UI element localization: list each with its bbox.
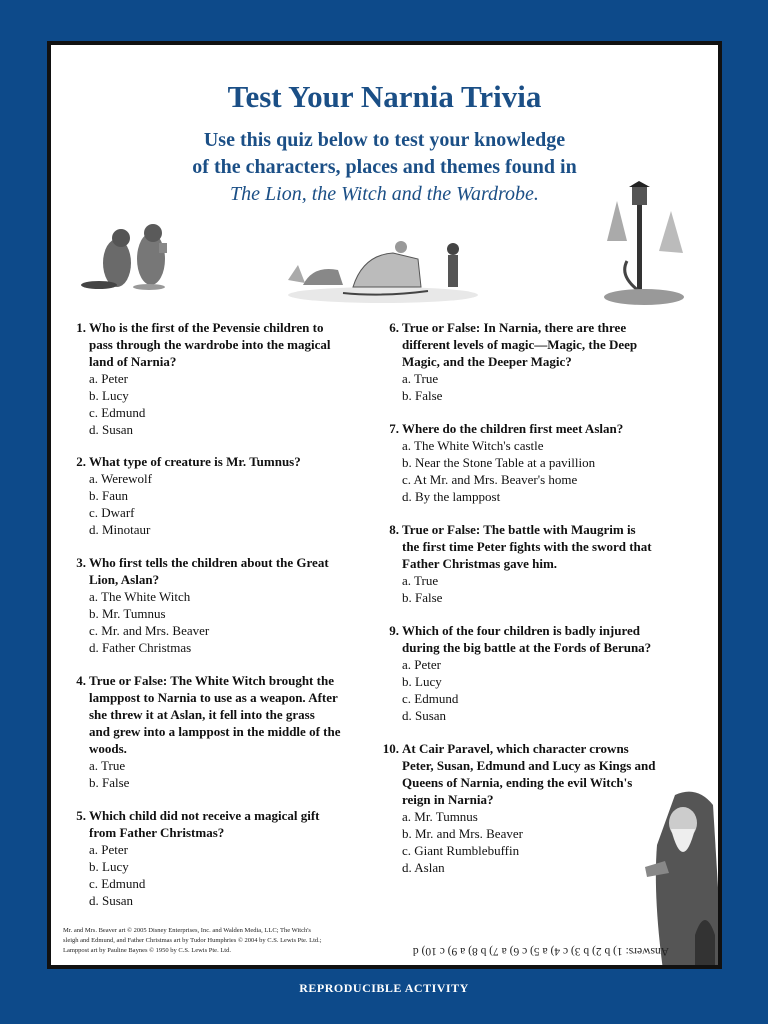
question-text: Queens of Narnia, ending the evil Witch's bbox=[402, 775, 633, 790]
answer-option: b. Mr. Tumnus bbox=[89, 606, 166, 621]
question-number: 2. bbox=[76, 454, 86, 469]
answer-option: b. False bbox=[402, 388, 443, 403]
answer-option: c. Edmund bbox=[89, 405, 146, 420]
question-text: reign in Narnia? bbox=[402, 792, 494, 807]
question-number: 5. bbox=[76, 808, 86, 823]
question-number: 1. bbox=[76, 320, 86, 335]
question-text: and grew into a lamppost in the middle of the bbox=[89, 724, 341, 739]
answer-option: c. Edmund bbox=[89, 876, 146, 891]
question-text: True or False: In Narnia, there are three bbox=[402, 320, 627, 335]
question-text: different levels of magic—Magic, the Deep bbox=[402, 337, 638, 352]
answer-option: b. False bbox=[402, 590, 443, 605]
question-2 bbox=[68, 453, 388, 538]
question-number: 3. bbox=[76, 555, 86, 570]
question-5 bbox=[68, 807, 388, 909]
question-6 bbox=[381, 319, 701, 404]
question-text: Lion, Aslan? bbox=[89, 572, 160, 587]
answer-option: a. Peter bbox=[89, 371, 128, 386]
question-4 bbox=[68, 672, 388, 791]
question-10 bbox=[381, 740, 701, 876]
question-1 bbox=[68, 319, 388, 438]
question-text: Father Christmas gave him. bbox=[402, 556, 558, 571]
answer-option: d. Susan bbox=[402, 708, 447, 723]
subtitle-line-2: of the characters, places and themes found in bbox=[192, 156, 577, 178]
question-text: she threw it at Aslan, it fell into the grass bbox=[89, 707, 315, 722]
answer-option: c. Mr. and Mrs. Beaver bbox=[89, 623, 210, 638]
question-text: What type of creature is Mr. Tumnus? bbox=[89, 454, 301, 469]
question-number: 6. bbox=[389, 320, 399, 335]
question-8 bbox=[381, 521, 701, 606]
answer-option: b. Near the Stone Table at a pavillion bbox=[402, 455, 596, 470]
answer-option: a. True bbox=[402, 573, 439, 588]
answer-option: d. Minotaur bbox=[89, 522, 151, 537]
answer-option: b. Lucy bbox=[402, 674, 442, 689]
page-title: Test Your Narnia Trivia bbox=[227, 79, 542, 114]
question-number: 8. bbox=[389, 522, 399, 537]
answer-key: Answers: 1) b 2) b 3) c 4) a 5) c 6) a 7) b 8) a 9) c 10) d bbox=[412, 945, 669, 957]
answer-option: a. The White Witch bbox=[89, 589, 191, 604]
answer-option: a. True bbox=[89, 758, 126, 773]
credit-line: sleigh and Edmund, and Father Christmas art by Tudor Humphries © 2004 by C.S. Lewis Pte. Ltd.; bbox=[63, 937, 322, 944]
answer-option: a. Peter bbox=[89, 842, 128, 857]
answer-option: d. By the lamppost bbox=[402, 489, 501, 504]
question-text: lamppost to Narnia to use as a weapon. After bbox=[89, 690, 338, 705]
answer-option: d. Aslan bbox=[402, 860, 445, 875]
beavers-illustration bbox=[79, 213, 179, 293]
answer-option: b. Mr. and Mrs. Beaver bbox=[402, 826, 523, 841]
question-text: Who is the first of the Pevensie children to bbox=[89, 320, 324, 335]
answer-option: d. Susan bbox=[89, 422, 134, 437]
credit-line: Mr. and Mrs. Beaver art © 2005 Disney Enterprises, Inc. and Walden Media, LLC; The Witch's bbox=[63, 927, 311, 934]
answer-option: c. At Mr. and Mrs. Beaver's home bbox=[402, 472, 578, 487]
answer-option: a. Werewolf bbox=[89, 471, 152, 486]
question-text: True or False: The White Witch brought the bbox=[89, 673, 334, 688]
answer-option: a. The White Witch's castle bbox=[402, 438, 544, 453]
answer-option: b. False bbox=[89, 775, 130, 790]
question-text: Who first tells the children about the Great bbox=[89, 555, 329, 570]
sleigh-illustration bbox=[283, 225, 483, 305]
answer-option: d. Susan bbox=[89, 893, 134, 908]
answer-option: a. True bbox=[402, 371, 439, 386]
book-title: The Lion, the Witch and the Wardrobe. bbox=[230, 183, 539, 205]
question-text: Magic, and the Deeper Magic? bbox=[402, 354, 572, 369]
question-text: land of Narnia? bbox=[89, 354, 177, 369]
footer-label: REPRODUCIBLE ACTIVITY bbox=[299, 981, 469, 995]
answer-option: b. Faun bbox=[89, 488, 128, 503]
activity-page bbox=[47, 41, 722, 969]
answer-option: c. Dwarf bbox=[89, 505, 135, 520]
question-7 bbox=[381, 420, 701, 505]
question-number: 4. bbox=[76, 673, 86, 688]
question-text: from Father Christmas? bbox=[89, 825, 225, 840]
question-text: True or False: The battle with Maugrim is bbox=[402, 522, 636, 537]
credit-line: Lamppost art by Pauline Baynes © 1950 by C.S. Lewis Pte. Ltd. bbox=[63, 947, 231, 954]
art-credits bbox=[63, 926, 363, 956]
subtitle-line-1: Use this quiz below to test your knowledge bbox=[203, 129, 566, 151]
lamppost-illustration bbox=[599, 181, 689, 306]
question-text: Peter, Susan, Edmund and Lucy as Kings and bbox=[402, 758, 656, 773]
answer-option: b. Lucy bbox=[89, 859, 129, 874]
question-text: At Cair Paravel, which character crowns bbox=[402, 741, 629, 756]
question-3 bbox=[68, 554, 388, 656]
question-number: 7. bbox=[389, 421, 399, 436]
question-text: woods. bbox=[89, 741, 127, 756]
answer-option: a. Peter bbox=[402, 657, 441, 672]
question-text: Which child did not receive a magical gift bbox=[89, 808, 320, 823]
question-text: during the big battle at the Fords of Beruna? bbox=[402, 640, 652, 655]
question-text: Which of the four children is badly injured bbox=[402, 623, 641, 638]
question-number: 9. bbox=[389, 623, 399, 638]
answer-option: a. Mr. Tumnus bbox=[402, 809, 478, 824]
question-text: the first time Peter fights with the sword that bbox=[402, 539, 652, 554]
question-9 bbox=[381, 622, 701, 724]
question-text: pass through the wardrobe into the magical bbox=[89, 337, 331, 352]
answer-option: c. Edmund bbox=[402, 691, 459, 706]
answer-option: b. Lucy bbox=[89, 388, 129, 403]
question-text: Where do the children first meet Aslan? bbox=[402, 421, 624, 436]
question-number: 10. bbox=[382, 741, 399, 756]
answer-option: d. Father Christmas bbox=[89, 640, 192, 655]
answer-option: c. Giant Rumblebuffin bbox=[402, 843, 520, 858]
